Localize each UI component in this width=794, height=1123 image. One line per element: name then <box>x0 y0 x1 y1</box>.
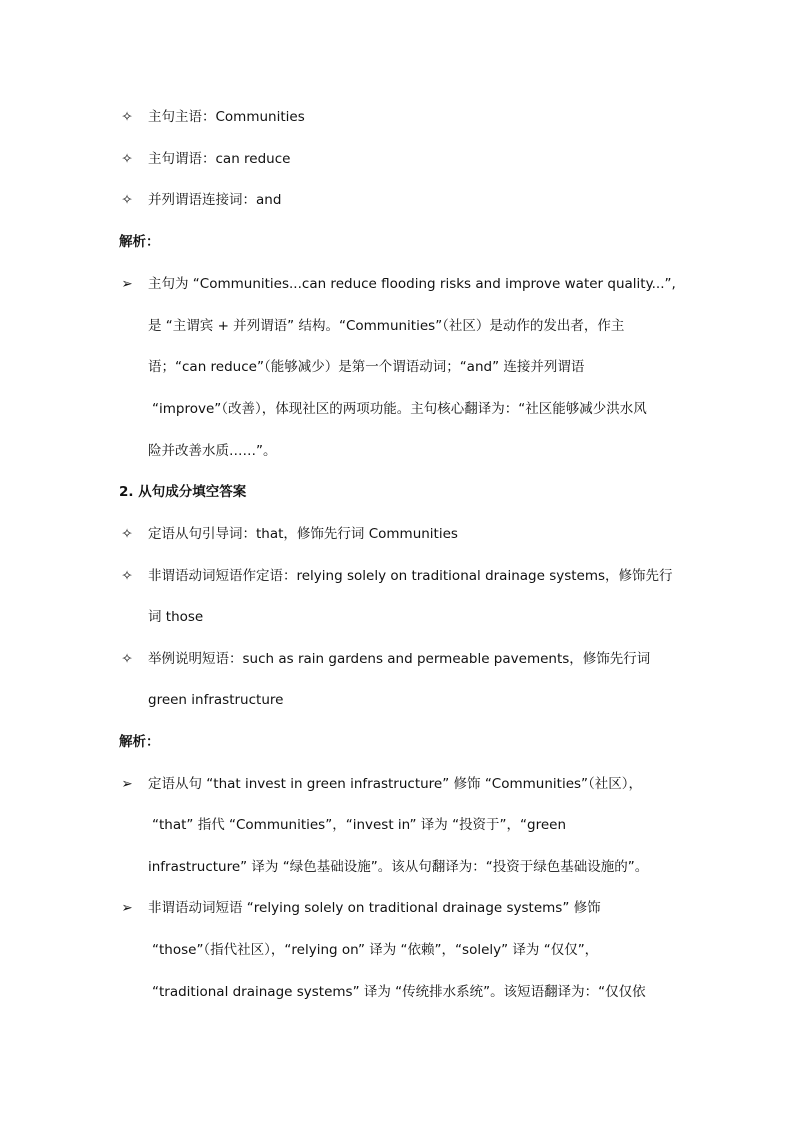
arrow-bullet-icon: ➢ <box>121 776 133 792</box>
diamond-bullet-icon: ✧ <box>121 192 133 208</box>
predicate-answer: 主句谓语：can reduce <box>148 151 291 167</box>
analysis-line: “traditional drainage systems” 译为 “传统排水系统”。该短语翻译为：“仅仅依 <box>152 984 646 1000</box>
analysis-line: 定语从句 “that invest in green infrastructure” 修饰 “Communities”（社区）， <box>148 776 643 792</box>
analysis-line: 非谓语动词短语 “relying solely on traditional drainage systems” 修饰 <box>148 900 601 916</box>
conjunction-answer: 并列谓语连接词：and <box>148 192 282 208</box>
clause-answer: 非谓语动词短语作定语：relying solely on traditional drainage systems，修饰先行 <box>148 568 673 584</box>
analysis-line: 语；“can reduce”（能够减少）是第一个谓语动词；“and” 连接并列谓语 <box>148 359 585 375</box>
analysis-line: “those”（指代社区），“relying on” 译为 “依赖”，“solely” 译为 “仅仅”， <box>152 942 599 958</box>
analysis-heading: 解析： <box>119 734 160 750</box>
arrow-bullet-icon: ➢ <box>121 276 133 292</box>
diamond-bullet-icon: ✧ <box>121 651 133 667</box>
clause-answer: green infrastructure <box>148 692 284 708</box>
diamond-bullet-icon: ✧ <box>121 526 133 542</box>
diamond-bullet-icon: ✧ <box>121 151 133 167</box>
analysis-line: 主句为 “Communities...can reduce flooding risks and improve water quality...”, <box>148 276 676 292</box>
diamond-bullet-icon: ✧ <box>121 109 133 125</box>
clause-answer: 词 those <box>148 609 204 625</box>
analysis-line: “improve”（改善），体现社区的两项功能。主句核心翻译为：“社区能够减少洪水风 <box>152 401 647 417</box>
subject-answer: 主句主语：Communities <box>148 109 305 125</box>
analysis-line: infrastructure” 译为 “绿色基础设施”。该从句翻译为：“投资于绿色基础设施的”。 <box>148 859 649 875</box>
clause-answer: 举例说明短语：such as rain gardens and permeable pavements，修饰先行词 <box>148 651 651 667</box>
section-heading: 2. 从句成分填空答案 <box>119 484 247 500</box>
clause-answer: 定语从句引导词：that，修饰先行词 Communities <box>148 526 458 542</box>
analysis-line: 是 “主谓宾 + 并列谓语” 结构。“Communities”（社区）是动作的发出者，作主 <box>148 318 625 334</box>
analysis-heading: 解析： <box>119 234 160 250</box>
analysis-line: “that” 指代 “Communities”，“invest in” 译为 “投资于”，“green <box>152 817 567 833</box>
analysis-line: 险并改善水质……”。 <box>148 443 277 459</box>
arrow-bullet-icon: ➢ <box>121 900 133 916</box>
diamond-bullet-icon: ✧ <box>121 568 133 584</box>
